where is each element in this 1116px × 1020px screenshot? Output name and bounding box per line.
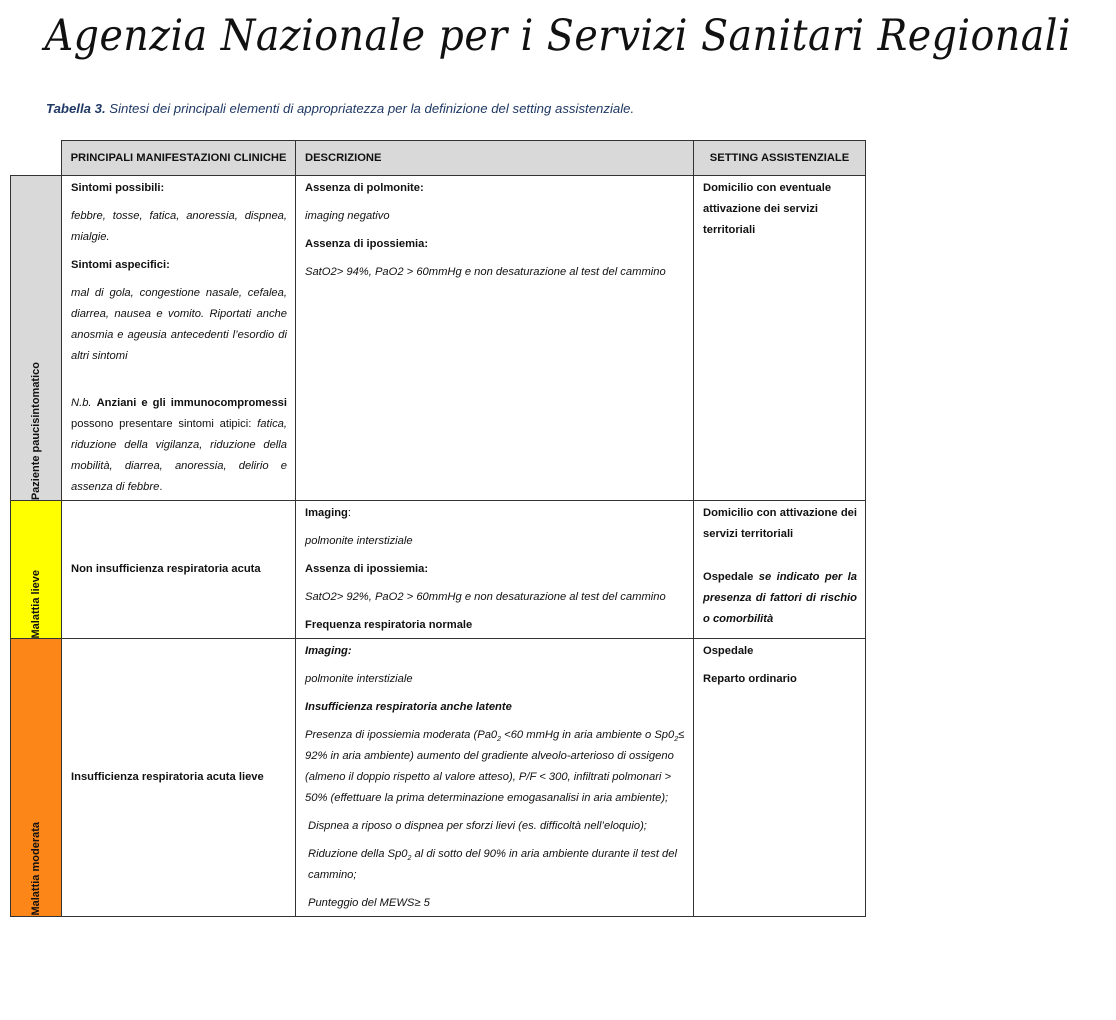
category-paucisintomatico	[10, 175, 62, 501]
ipossiemia-part-c: ≤ 92% in aria ambiente) aumento del gradiente alveolo-arterioso di ossigeno (almeno il doppio rispetto al valore atteso), P/F < 300, infiltrati polmonari > 50% (effettuare la prima determinazione emogasanalisi in aria ambiente);	[305, 729, 685, 804]
setting-reparto-ordinario: Reparto ordinario	[703, 673, 797, 685]
setting-ospedale-note	[703, 567, 857, 630]
table-row	[10, 500, 866, 639]
header-row	[10, 140, 866, 176]
assenza-polmonite-text: imaging negativo	[305, 210, 390, 222]
caption-label: Tabella 3.	[46, 101, 106, 116]
assenza-polmonite-heading: Assenza di polmonite:	[305, 182, 424, 194]
table-row	[10, 175, 866, 501]
row2-descrizione	[295, 500, 694, 639]
row3-manifestazioni	[61, 638, 296, 917]
imaging-heading	[305, 641, 685, 662]
non-insufficienza-text: Non insufficienza respiratoria acuta	[71, 563, 261, 575]
insufficienza-latente-heading: Insufficienza respiratoria anche latente	[305, 701, 512, 713]
agency-banner	[0, 0, 1072, 80]
sintomi-possibili-heading: Sintomi possibili:	[71, 182, 165, 194]
riduzione-part-b: al di sotto del 90% in aria ambiente durante il test del cammino;	[308, 848, 677, 881]
setting-ospedale: Ospedale	[703, 645, 754, 657]
frequenza-respiratoria: Frequenza respiratoria normale	[305, 619, 473, 631]
riduzione-part-a: Riduzione della Sp0	[308, 848, 408, 860]
imaging-heading-colon: :	[347, 645, 352, 657]
nb-note	[71, 393, 287, 498]
header-setting	[693, 140, 866, 176]
category-label: Malattia moderata	[30, 822, 42, 916]
category-lieve	[10, 500, 62, 639]
imaging-heading-label: Imaging	[305, 645, 348, 657]
setting-domicilio-eventuale: Domicilio con eventuale attivazione dei servizi territoriali	[703, 182, 832, 236]
header-setting-label: SETTING ASSISTENZIALE	[709, 152, 850, 164]
imaging-heading	[305, 503, 685, 524]
row2-manifestazioni	[61, 500, 296, 639]
header-descrizione	[295, 140, 694, 176]
imaging-text: polmonite interstiziale	[305, 673, 413, 685]
row1-setting	[693, 175, 866, 501]
nb-end: .	[159, 481, 163, 493]
category-moderata	[10, 638, 62, 917]
category-label: Paziente paucisintomatico	[30, 361, 42, 500]
assenza-ipossiemia-text: SatO2> 92%, PaO2 > 60mmHg e non desaturazione al test del cammino	[305, 591, 666, 603]
header-manifestazioni-label: PRINCIPALI MANIFESTAZIONI CLINICHE	[70, 152, 287, 164]
riduzione-spo2-text	[305, 844, 685, 886]
setting-table	[10, 140, 866, 917]
row3-setting	[693, 638, 866, 917]
header-manifestazioni	[61, 140, 296, 176]
setting-ospedale-condition: se indicato per la presenza di fattori di rischio o comorbilità	[703, 571, 857, 625]
nb-bold: Anziani e gli immunocompromessi	[96, 397, 287, 409]
mews-text: Punteggio del MEWS≥ 5	[308, 897, 430, 909]
sintomi-possibili-text: febbre, tosse, fatica, anoressia, dispnea, mialgie.	[71, 210, 287, 243]
row1-descrizione	[295, 175, 694, 501]
ipossiemia-part-b: <60 mmHg in aria ambiente o Sp0	[501, 729, 675, 741]
caption-text: Sintesi dei principali elementi di appropriatezza per la definizione del setting assistenziale.	[105, 101, 635, 116]
ipossiemia-part-a: Presenza di ipossiemia moderata (Pa0	[305, 729, 498, 741]
assenza-ipossiemia-heading: Assenza di ipossiemia:	[305, 238, 429, 250]
sintomi-aspecifici-text: mal di gola, congestione nasale, cefalea, diarrea, nausea e vomito. Riportati anche anosmia e ageusia antecedenti l’esordio di altri sintomi	[71, 287, 287, 362]
setting-domicilio: Domicilio con attivazione dei servizi territoriali	[703, 507, 857, 540]
setting-ospedale: Ospedale	[703, 571, 754, 583]
nb-italic: fatica, riduzione della vigilanza, riduzione della mobilità, diarrea, anoressia, delirio e assenza di febbre	[71, 418, 287, 493]
imaging-text: polmonite interstiziale	[305, 535, 413, 547]
nb-text: possono presentare sintomi atipici:	[71, 418, 252, 430]
row2-setting	[693, 500, 866, 639]
subscript-2: 2	[407, 855, 412, 863]
insufficienza-lieve-text: Insufficienza respiratoria acuta lieve	[71, 771, 264, 783]
ipossiemia-moderata-text	[305, 725, 685, 809]
nb-label: N.b.	[71, 397, 92, 409]
table-caption	[46, 101, 900, 119]
dispnea-text: Dispnea a riposo o dispnea per sforzi lievi (es. difficoltà nell’eloquio);	[308, 820, 647, 832]
assenza-ipossiemia-heading: Assenza di ipossiemia:	[305, 563, 429, 575]
row3-descrizione	[295, 638, 694, 917]
category-label: Malattia lieve	[30, 569, 42, 638]
assenza-ipossiemia-text: SatO2> 94%, PaO2 > 60mmHg e non desaturazione al test del cammino	[305, 266, 666, 278]
table-row	[10, 638, 866, 917]
header-descrizione-label: DESCRIZIONE	[305, 152, 382, 164]
imaging-heading-colon: :	[347, 507, 351, 519]
sintomi-aspecifici-heading: Sintomi aspecifici:	[71, 259, 170, 271]
row1-manifestazioni	[61, 175, 296, 501]
imaging-heading-label: Imaging	[305, 507, 348, 519]
subscript-2: 2	[674, 736, 679, 744]
header-spacer	[10, 140, 62, 176]
subscript-2: 2	[497, 736, 502, 744]
agency-title: Agenzia Nazionale per i Servizi Sanitari Regionali	[44, 11, 1072, 61]
